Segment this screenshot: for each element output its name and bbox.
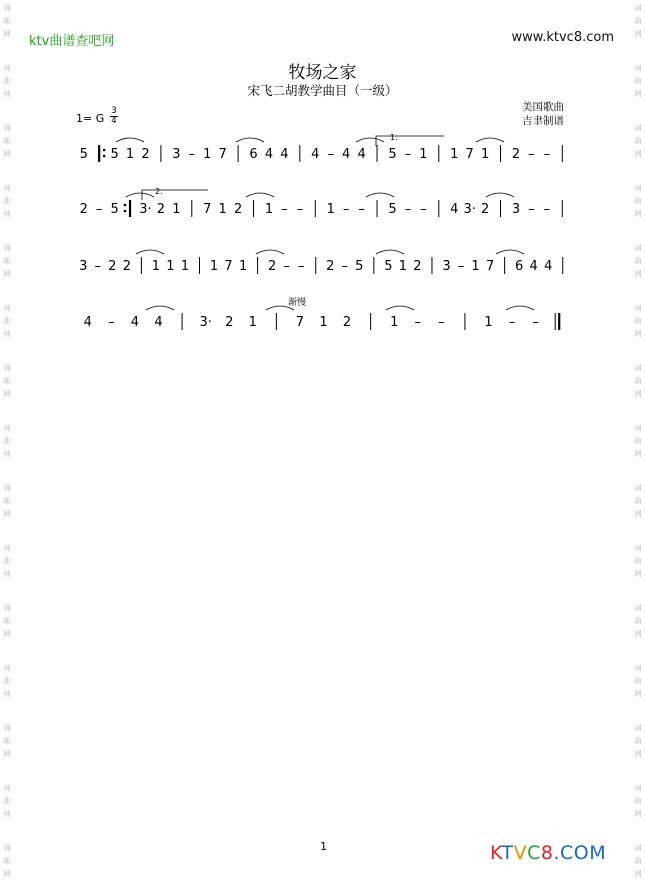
score-row-1 bbox=[80, 133, 563, 162]
watermark-group: 词 曲 网 bbox=[3, 604, 11, 638]
score-row-4 bbox=[84, 296, 560, 330]
slur bbox=[126, 193, 154, 197]
note: 7 bbox=[203, 202, 212, 217]
slur bbox=[476, 138, 504, 142]
watermark-group: 词 曲 网 bbox=[3, 664, 11, 698]
note: – bbox=[438, 315, 445, 330]
note: – bbox=[404, 147, 412, 162]
note: – bbox=[283, 259, 290, 274]
note: 2 bbox=[268, 259, 277, 274]
score-row-3 bbox=[79, 250, 563, 274]
note: 1 bbox=[480, 147, 490, 162]
note: 6 bbox=[249, 147, 258, 162]
watermark-group: 词 曲 网 bbox=[634, 604, 642, 638]
key-signature: 1= G bbox=[76, 112, 105, 125]
note: 5 bbox=[355, 259, 364, 274]
watermark-group: 词 曲 网 bbox=[634, 724, 642, 758]
song-subtitle: 宋飞二胡教学曲目（一级） bbox=[247, 83, 398, 98]
watermark-group: 词 曲 网 bbox=[3, 424, 11, 458]
note: 1 bbox=[390, 315, 399, 330]
slur bbox=[506, 306, 534, 310]
note: 4 bbox=[357, 147, 366, 162]
volta-label-2: 2. bbox=[155, 187, 163, 196]
note: 5 bbox=[388, 202, 397, 217]
note: 1 bbox=[166, 259, 175, 274]
watermark-group: 词 曲 网 bbox=[634, 364, 642, 398]
note: 1 bbox=[203, 147, 212, 162]
watermark-group: 词 曲 网 bbox=[3, 484, 11, 518]
note: 3 bbox=[511, 202, 521, 217]
watermark-group: 词 曲 网 bbox=[3, 544, 11, 578]
watermark-group: 词 曲 网 bbox=[634, 184, 642, 218]
note: 1 bbox=[326, 202, 335, 217]
note: 1 bbox=[238, 259, 248, 274]
repeat-dot bbox=[103, 149, 106, 152]
arranger-credit: 吉聿制谱 bbox=[522, 115, 564, 127]
slur bbox=[496, 250, 524, 254]
note: 7 bbox=[295, 315, 305, 330]
score-row-2 bbox=[80, 187, 563, 217]
note: 4 bbox=[450, 202, 459, 217]
note: 1 bbox=[450, 147, 459, 162]
note: 4 bbox=[311, 147, 320, 162]
note: 1 bbox=[419, 147, 428, 162]
watermark-group: 词 曲 网 bbox=[634, 304, 642, 338]
watermark-group: 词 曲 网 bbox=[3, 124, 11, 158]
watermark-group: 词 曲 网 bbox=[3, 364, 11, 398]
note: – bbox=[532, 315, 539, 330]
slur bbox=[386, 306, 414, 310]
watermark-group: 词 曲 网 bbox=[3, 184, 11, 218]
composer-credit: 美国歌曲 bbox=[522, 101, 564, 113]
repeat-dot bbox=[124, 204, 127, 207]
note: – bbox=[528, 147, 535, 162]
note: 4 bbox=[264, 147, 274, 162]
slur bbox=[246, 193, 274, 197]
note: 1 bbox=[471, 259, 480, 274]
note: – bbox=[508, 315, 516, 330]
watermark-group: 词 曲 网 bbox=[3, 844, 11, 878]
note: – bbox=[528, 202, 535, 217]
note: 3· bbox=[139, 202, 152, 217]
repeat-dot bbox=[124, 210, 127, 213]
note: – bbox=[543, 147, 551, 162]
site-url-right: www.ktvc8.com bbox=[511, 30, 614, 45]
song-title: 牧场之家 bbox=[288, 63, 357, 83]
repeat-dot bbox=[103, 155, 106, 158]
note: 3· bbox=[199, 315, 212, 330]
note: 2 bbox=[326, 259, 335, 274]
note: 2 bbox=[511, 147, 521, 162]
note: 1 bbox=[180, 259, 190, 274]
note: 4 bbox=[342, 147, 351, 162]
watermark-group: 词 曲 网 bbox=[634, 4, 642, 38]
note: 7 bbox=[465, 147, 474, 162]
note: 3 bbox=[172, 147, 181, 162]
note: 3 bbox=[79, 259, 88, 274]
slur bbox=[116, 138, 144, 142]
note: – bbox=[414, 315, 422, 330]
watermark-group: 词 曲 网 bbox=[3, 784, 11, 818]
note: 1 bbox=[125, 147, 135, 162]
note: 4 bbox=[130, 315, 140, 330]
watermark-group: 词 曲 网 bbox=[3, 724, 11, 758]
watermark-group: 词 曲 网 bbox=[3, 304, 11, 338]
note: 4 bbox=[529, 259, 538, 274]
note: – bbox=[296, 202, 304, 217]
note: – bbox=[457, 259, 465, 274]
note: – bbox=[543, 202, 551, 217]
volta-label-1: 1. bbox=[390, 133, 398, 142]
note: 2 bbox=[156, 202, 166, 217]
note: – bbox=[342, 202, 350, 217]
volta-bracket-2 bbox=[142, 190, 208, 200]
note: 2 bbox=[233, 202, 243, 217]
slur bbox=[376, 250, 404, 254]
note: 5 bbox=[384, 259, 393, 274]
ktvc8-logo: KTVC8.COM bbox=[490, 842, 607, 864]
note: 2 bbox=[225, 315, 234, 330]
note: 5 bbox=[79, 147, 88, 162]
note: – bbox=[108, 315, 115, 330]
slur bbox=[366, 193, 394, 197]
note: 1 bbox=[264, 202, 274, 217]
note: 1 bbox=[209, 259, 219, 274]
note: 5 bbox=[110, 202, 119, 217]
meter-bottom: 4 bbox=[111, 116, 117, 126]
note: 1 bbox=[398, 259, 408, 274]
watermark-group: 词 曲 网 bbox=[634, 544, 642, 578]
note: 3 bbox=[442, 259, 451, 274]
note: 1 bbox=[484, 315, 493, 330]
note: 2 bbox=[122, 259, 131, 274]
note: 2 bbox=[342, 315, 352, 330]
note: 1 bbox=[151, 259, 161, 274]
note: – bbox=[297, 259, 305, 274]
watermark-group: 词 曲 网 bbox=[634, 244, 642, 278]
note: 2 bbox=[141, 147, 150, 162]
note: 3· bbox=[463, 202, 476, 217]
slur bbox=[146, 306, 174, 310]
slur bbox=[256, 250, 284, 254]
note: 1 bbox=[248, 315, 257, 330]
note: – bbox=[95, 202, 103, 217]
note: 4 bbox=[280, 147, 289, 162]
note: 7 bbox=[224, 259, 233, 274]
note: 2 bbox=[79, 202, 88, 217]
watermark-group: 词 曲 网 bbox=[634, 484, 642, 518]
note: 1 bbox=[172, 202, 181, 217]
watermark-group: 词 曲 网 bbox=[3, 244, 11, 278]
page-number: 1 bbox=[320, 840, 327, 853]
note: 4 bbox=[544, 259, 553, 274]
volta-bracket-1 bbox=[376, 136, 444, 146]
note: 7 bbox=[218, 147, 227, 162]
note: 4 bbox=[83, 315, 92, 330]
note: 6 bbox=[515, 259, 524, 274]
slur bbox=[236, 138, 264, 142]
note: 2 bbox=[108, 259, 117, 274]
note: 2 bbox=[413, 259, 422, 274]
note: 7 bbox=[485, 259, 495, 274]
watermark-group: 词 曲 网 bbox=[3, 4, 11, 38]
note: – bbox=[281, 202, 288, 217]
note: – bbox=[404, 202, 412, 217]
note: – bbox=[341, 259, 349, 274]
watermark-group: 词 曲 网 bbox=[634, 844, 642, 878]
slur bbox=[356, 138, 384, 142]
note: – bbox=[188, 147, 196, 162]
slur bbox=[136, 250, 164, 254]
site-name-left: ktv曲谱查吧网 bbox=[29, 34, 115, 49]
note: 1 bbox=[319, 315, 328, 330]
watermark-group: 词 曲 网 bbox=[634, 64, 642, 98]
note: 4 bbox=[154, 315, 163, 330]
note: 5 bbox=[388, 147, 397, 162]
note: – bbox=[358, 202, 365, 217]
note: 1 bbox=[218, 202, 227, 217]
note: 2 bbox=[480, 202, 490, 217]
note: – bbox=[420, 202, 427, 217]
tempo-mark: 渐慢 bbox=[288, 298, 307, 308]
slur bbox=[486, 193, 514, 197]
watermark-group: 词 曲 网 bbox=[3, 64, 11, 98]
watermark-group: 词 曲 网 bbox=[634, 124, 642, 158]
meter-top: 3 bbox=[111, 106, 117, 116]
note: – bbox=[327, 147, 334, 162]
note: 5 bbox=[110, 147, 119, 162]
watermark-group: 词 曲 网 bbox=[634, 664, 642, 698]
note: – bbox=[94, 259, 102, 274]
watermark-group: 词 曲 网 bbox=[634, 424, 642, 458]
watermark-group: 词 曲 网 bbox=[634, 784, 642, 818]
